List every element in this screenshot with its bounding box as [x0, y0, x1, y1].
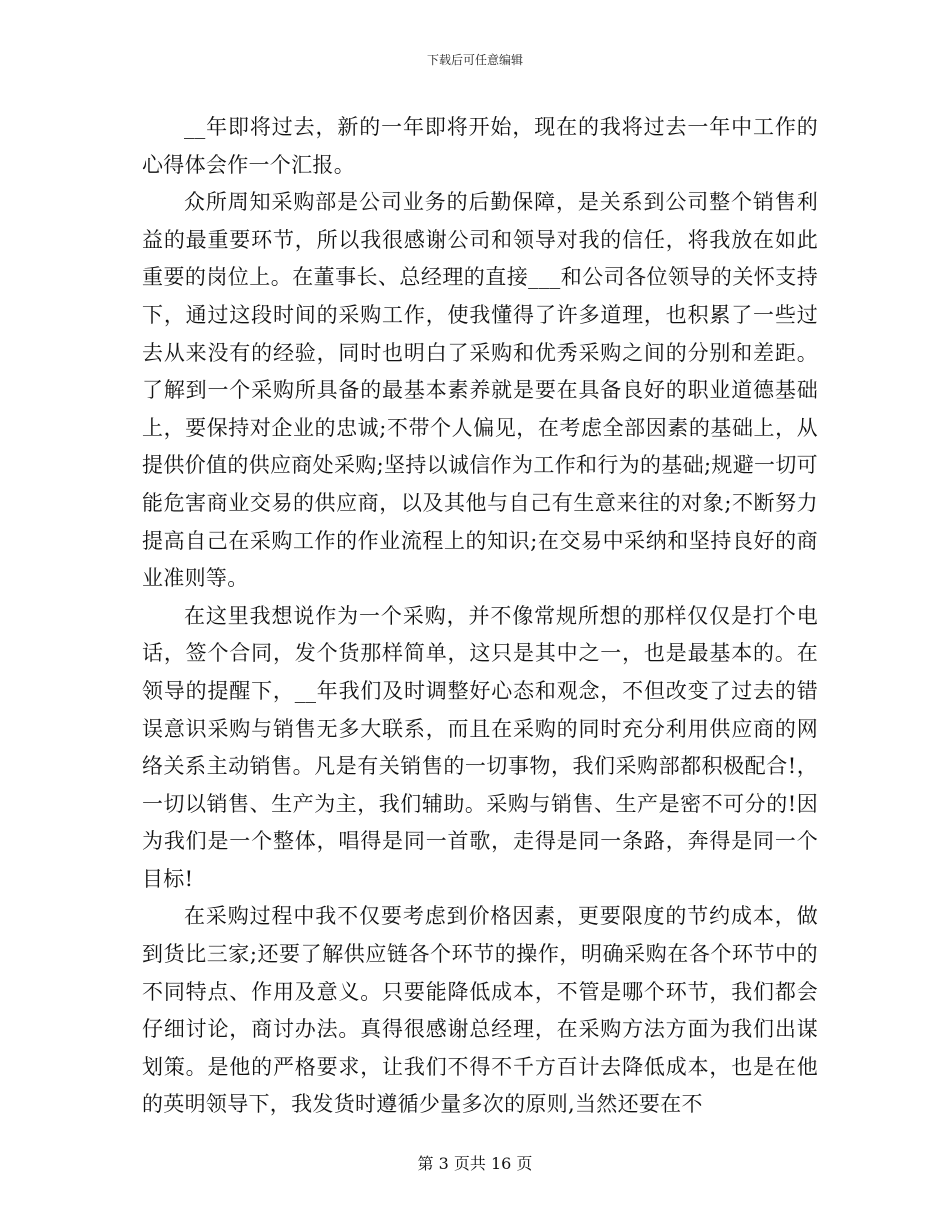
paragraph-sales-cooperation: 在这里我想说作为一个采购，并不像常规所想的那样仅仅是打个电话，签个合同，发个货那样简单，这只是其中之一，也是最基本的。在领导的提醒下，__年我们及时调整好心态和观念，不但改变了过去的错误意识采购与销售无多大联系，而且在采购的同时充分利用供应商的网络关系主动销售。凡是有关销售的一切事物，我们采购部都积极配合!，一切以销售、生产为主，我们辅助。采购与销售、生产是密不可分的!因为我们是一个整体，唱得是同一首歌，走得是同一条路，奔得是同一个目标!: [142, 603, 818, 891]
paragraph-procurement-role: 众所周知采购部是公司业务的后勤保障，是关系到公司整个销售利益的最重要环节，所以我很感谢公司和领导对我的信任，将我放在如此重要的岗位上。在董事长、总经理的直接___和公司各位领导的关怀支持下，通过这段时间的采购工作，使我懂得了许多道理，也积累了一些过去从来没有的经验，同时也明白了采购和优秀采购之间的分别和差距。了解到一个采购所具备的最基本素养就是要在具备良好的职业道德基础上，要保持对企业的忠诚;不带个人偏见，在考虑全部因素的基础上，从提供价值的供应商处采购;坚持以诚信作为工作和行为的基础;规避一切可能危害商业交易的供应商，以及其他与自己有生意来往的对象;不断努力提高自己在采购工作的作业流程上的知识;在交易中采纳和坚持良好的商业准则等。: [142, 190, 818, 591]
paragraph-intro: __年即将过去，新的一年即将开始，现在的我将过去一年中工作的心得体会作一个汇报。: [142, 115, 818, 177]
page-header: 下载后可任意编辑: [426, 53, 523, 67]
page-footer: 第 3 页共 16 页: [417, 1154, 533, 1173]
document-body: [142, 109, 818, 1124]
paragraph-cost-control: 在采购过程中我不仅要考虑到价格因素，更要限度的节约成本，做到货比三家;还要了解供应链各个环节的操作，明确采购在各个环节中的不同特点、作用及意义。只要能降低成本，不管是哪个环节，我们都会仔细讨论，商讨办法。真得很感谢总经理，在采购方法方面为我们出谋划策。是他的严格要求，让我们不得不千方百计去降低成本，也是在他的英明领导下，我发货时遵循少量多次的原则,当然还要在不: [142, 904, 818, 1117]
